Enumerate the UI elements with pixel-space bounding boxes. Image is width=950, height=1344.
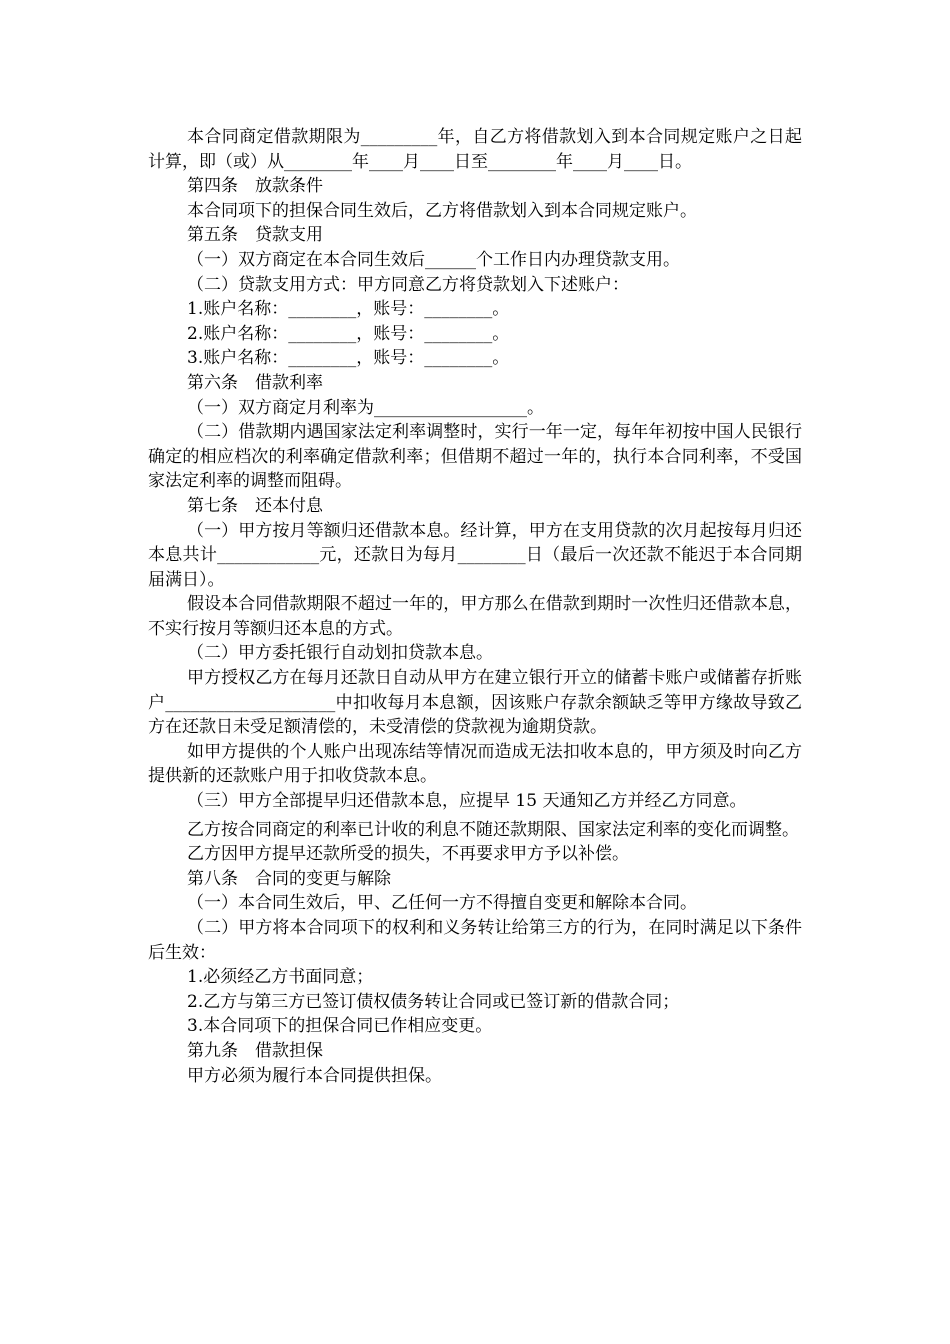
paragraph-no-compensation: 乙方因甲方提早还款所受的损失，不再要求甲方予以补偿。 xyxy=(187,844,629,865)
heading-article-6: 第六条 借款利率 xyxy=(187,372,323,393)
paragraph-monthly-repayment: （一）甲方按月等额归还借款本息。经计算，甲方在支用贷款的次月起按每月归还本息共计____________元，还款日为每月________日（最后一次还款不能迟于本合同期届满日）。 xyxy=(148,520,802,590)
heading-article-4: 第四条 放款条件 xyxy=(187,176,323,197)
paragraph-transfer-conditions: （二）甲方将本合同项下的权利和义务转让给第三方的行为，在同时满足以下条件后生效： xyxy=(148,918,802,963)
paragraph-drawdown-method: （二）贷款支用方式：甲方同意乙方将贷款划入下述账户： xyxy=(187,274,629,295)
heading-article-5: 第五条 贷款支用 xyxy=(187,225,323,246)
document-page xyxy=(148,125,802,1088)
paragraph-monthly-rate: （一）双方商定月利率为__________________。 xyxy=(187,397,544,418)
list-item-condition-1: 1.必须经乙方书面同意； xyxy=(187,967,374,988)
paragraph-interest-unchanged: 乙方按合同商定的利率已计收的利息不随还款期限、国家法定利率的变化而调整。 xyxy=(187,819,799,840)
heading-article-9: 第九条 借款担保 xyxy=(187,1040,323,1061)
list-item-account-2: 2.账户名称：________，账号：________。 xyxy=(187,323,510,344)
list-item-account-3: 3.账户名称：________，账号：________。 xyxy=(187,348,510,369)
list-item-condition-3: 3.本合同项下的担保合同已作相应变更。 xyxy=(187,1016,493,1037)
paragraph-early-repayment: （三）甲方全部提早归还借款本息，应提早 15 天通知乙方并经乙方同意。 xyxy=(187,791,747,812)
paragraph-frozen-account: 如甲方提供的个人账户出现冻结等情况而造成无法扣收本息的，甲方须及时向乙方提供新的还款账户用于扣收贷款本息。 xyxy=(148,741,802,787)
paragraph-guarantee: 甲方必须为履行本合同提供担保。 xyxy=(187,1065,442,1086)
paragraph-no-unilateral-change: （一）本合同生效后，甲、乙任何一方不得擅自变更和解除本合同。 xyxy=(187,893,697,914)
list-item-condition-2: 2.乙方与第三方已签订债权债务转让合同或已签订新的借款合同； xyxy=(187,991,680,1012)
paragraph-debit-authorization: 甲方授权乙方在每月还款日自动从甲方在建立银行开立的储蓄卡账户或储蓄存折账户____________________中扣收每月本息额，因该账户存款余额缺乏等甲方缘故导致乙方在还款日未受足额清偿的，未受清偿的贷款视为逾期贷款。 xyxy=(148,668,802,738)
paragraph-rate-adjustment: （二）借款期内遇国家法定利率调整时，实行一年一定，每年年初按中国人民银行确定的相应档次的利率确定借款利率；但借期不超过一年的，执行本合同利率，不受国家法定利率的调整而阻碍。 xyxy=(148,422,802,492)
list-item-account-1: 1.账户名称：________，账号：________。 xyxy=(187,299,510,320)
paragraph-drawdown-days: （一）双方商定在本合同生效后______个工作日内办理贷款支用。 xyxy=(187,249,680,270)
paragraph-loan-term: 本合同商定借款期限为_________年，自乙方将借款划入到本合同规定账户之日起计算，即（或）从________年____月____日至________年____月____日。 xyxy=(148,127,802,172)
paragraph-auto-debit: （二）甲方委托银行自动划扣贷款本息。 xyxy=(187,643,493,664)
paragraph-lump-sum-repayment: 假设本合同借款期限不超过一年的，甲方那么在借款到期时一次性归还借款本息，不实行按月等额归还本息的方式。 xyxy=(148,594,802,639)
heading-article-8: 第八条 合同的变更与解除 xyxy=(187,868,391,889)
heading-article-7: 第七条 还本付息 xyxy=(187,495,323,516)
paragraph-disbursement: 本合同项下的担保合同生效后，乙方将借款划入到本合同规定账户。 xyxy=(187,200,697,221)
